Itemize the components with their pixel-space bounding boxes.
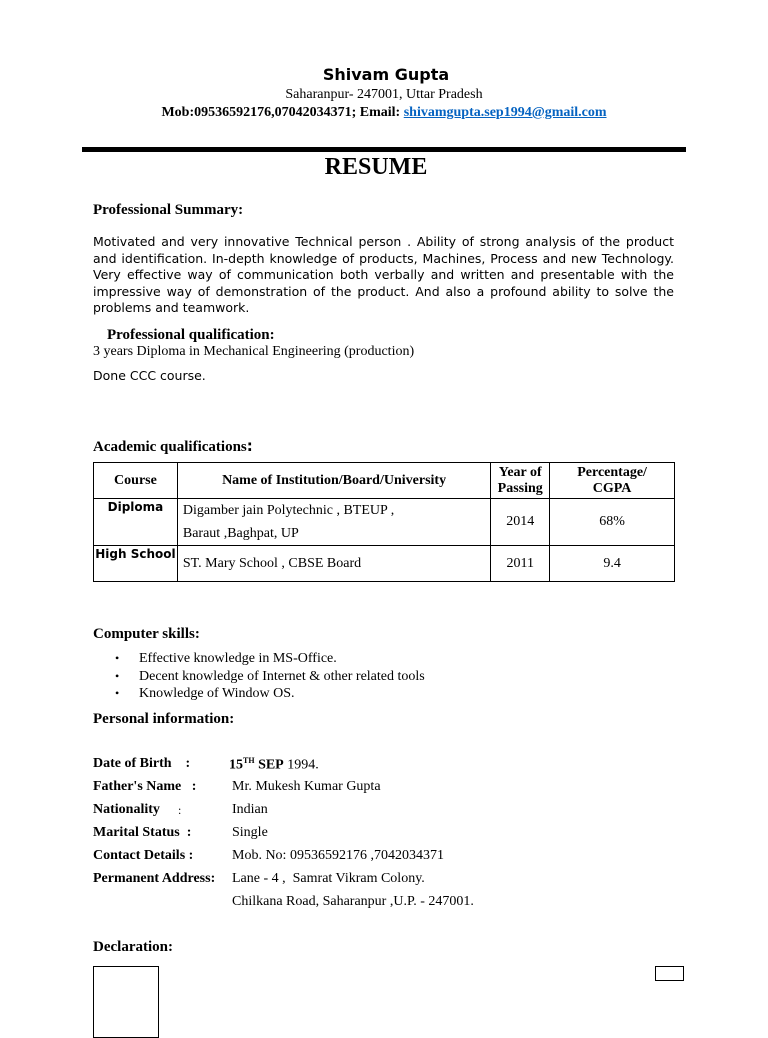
summary-heading: Professional Summary: <box>93 202 244 218</box>
dob-month: SEP <box>254 757 284 773</box>
header-year-line2: Passing <box>497 480 543 496</box>
academic-heading-colon: : <box>246 437 253 455</box>
cell-percentage: 9.4 <box>550 546 675 582</box>
dob-day: 15 <box>229 757 243 773</box>
professional-qualification-diploma: 3 years Diploma in Mechanical Engineering (production) <box>93 344 415 359</box>
cell-institution-line2: Baraut ,Baghpat, UP <box>182 526 299 541</box>
contact-details-value: Mob. No: 09536592176 ,7042034371 <box>232 848 444 863</box>
header-institution: Name of Institution/Board/University <box>177 463 490 499</box>
bullet-icon: • <box>115 668 120 683</box>
skill-text: Effective knowledge in MS-Office. <box>139 651 337 666</box>
bullet-icon: • <box>115 651 120 665</box>
professional-qualification-ccc: Done CCC course. <box>93 368 206 383</box>
summary-text: Motivated and very innovative Technical person . Ability of strong analysis of the product and identification. In-depth knowledge of products, Machines, Process and new Technology. Very effective way of communication both verbally and written and presentable with the impressive way of demonstration of the product. And also a profound ability to solve the problems and teamwork. <box>93 234 674 315</box>
header-divider <box>82 147 686 152</box>
father-name-label: Father's Name : <box>93 779 197 794</box>
nationality-colon: : <box>178 803 182 817</box>
list-item <box>93 668 425 686</box>
cell-year: 2014 <box>491 499 550 546</box>
table-row <box>94 499 675 546</box>
table-row <box>94 546 675 582</box>
header-percentage <box>550 463 675 499</box>
table-header-row <box>94 463 675 499</box>
skill-text: Decent knowledge of Internet & other related tools <box>139 668 425 684</box>
marital-status-value: Single <box>232 825 268 840</box>
academic-heading-text: Academic qualifications <box>93 439 247 455</box>
dob-year: 1994. <box>283 757 319 773</box>
declaration-heading: Declaration: <box>93 939 173 955</box>
resume-title: RESUME <box>324 154 428 180</box>
skill-text: Knowledge of Window OS. <box>139 686 295 701</box>
father-name-value: Mr. Mukesh Kumar Gupta <box>232 779 381 794</box>
academic-table <box>93 462 675 582</box>
computer-skills-list <box>93 650 425 703</box>
permanent-address-label: Permanent Address: <box>93 871 216 886</box>
bullet-icon: • <box>115 686 120 700</box>
cell-institution <box>177 499 490 546</box>
cell-institution-line1: Digamber jain Polytechnic , BTEUP , <box>182 503 395 518</box>
permanent-address-line2: Chilkana Road, Saharanpur ,U.P. - 247001. <box>232 894 474 909</box>
cell-course: High School <box>94 546 178 582</box>
header-year-line1: Year of <box>498 464 542 480</box>
contact-phone: Mob:09536592176,07042034371; Email: <box>161 105 404 120</box>
academic-heading <box>93 437 253 456</box>
dob-suffix: TH <box>243 756 255 765</box>
email-link[interactable]: shivamgupta.sep1994@gmail.com <box>403 105 607 120</box>
header-year <box>491 463 550 499</box>
candidate-name: Shivam Gupta <box>322 65 450 84</box>
header-percentage-line1: Percentage/ <box>577 464 647 480</box>
computer-skills-heading: Computer skills: <box>93 626 200 642</box>
contact-line <box>0 105 768 121</box>
header-percentage-line2: CGPA <box>592 480 632 496</box>
candidate-address: Saharanpur- 247001, Uttar Pradesh <box>285 87 483 102</box>
professional-qualification-heading: Professional qualification: <box>107 327 275 343</box>
dob-value <box>229 756 319 774</box>
cell-institution: ST. Mary School , CBSE Board <box>177 546 490 582</box>
list-item <box>93 685 425 703</box>
photo-box <box>93 966 159 1038</box>
small-box <box>655 966 684 981</box>
dob-label: Date of Birth : <box>93 756 191 771</box>
marital-status-label: Marital Status : <box>93 825 192 840</box>
nationality-label: Nationality <box>93 802 160 817</box>
cell-percentage: 68% <box>550 499 675 546</box>
personal-information-heading: Personal information: <box>93 711 235 727</box>
header-course: Course <box>94 463 178 499</box>
permanent-address-line1: Lane - 4 , Samrat Vikram Colony. <box>232 871 425 886</box>
contact-details-label: Contact Details : <box>93 848 194 863</box>
cell-year: 2011 <box>491 546 550 582</box>
list-item <box>93 650 425 668</box>
nationality-value: Indian <box>232 802 268 817</box>
cell-course: Diploma <box>94 499 178 546</box>
